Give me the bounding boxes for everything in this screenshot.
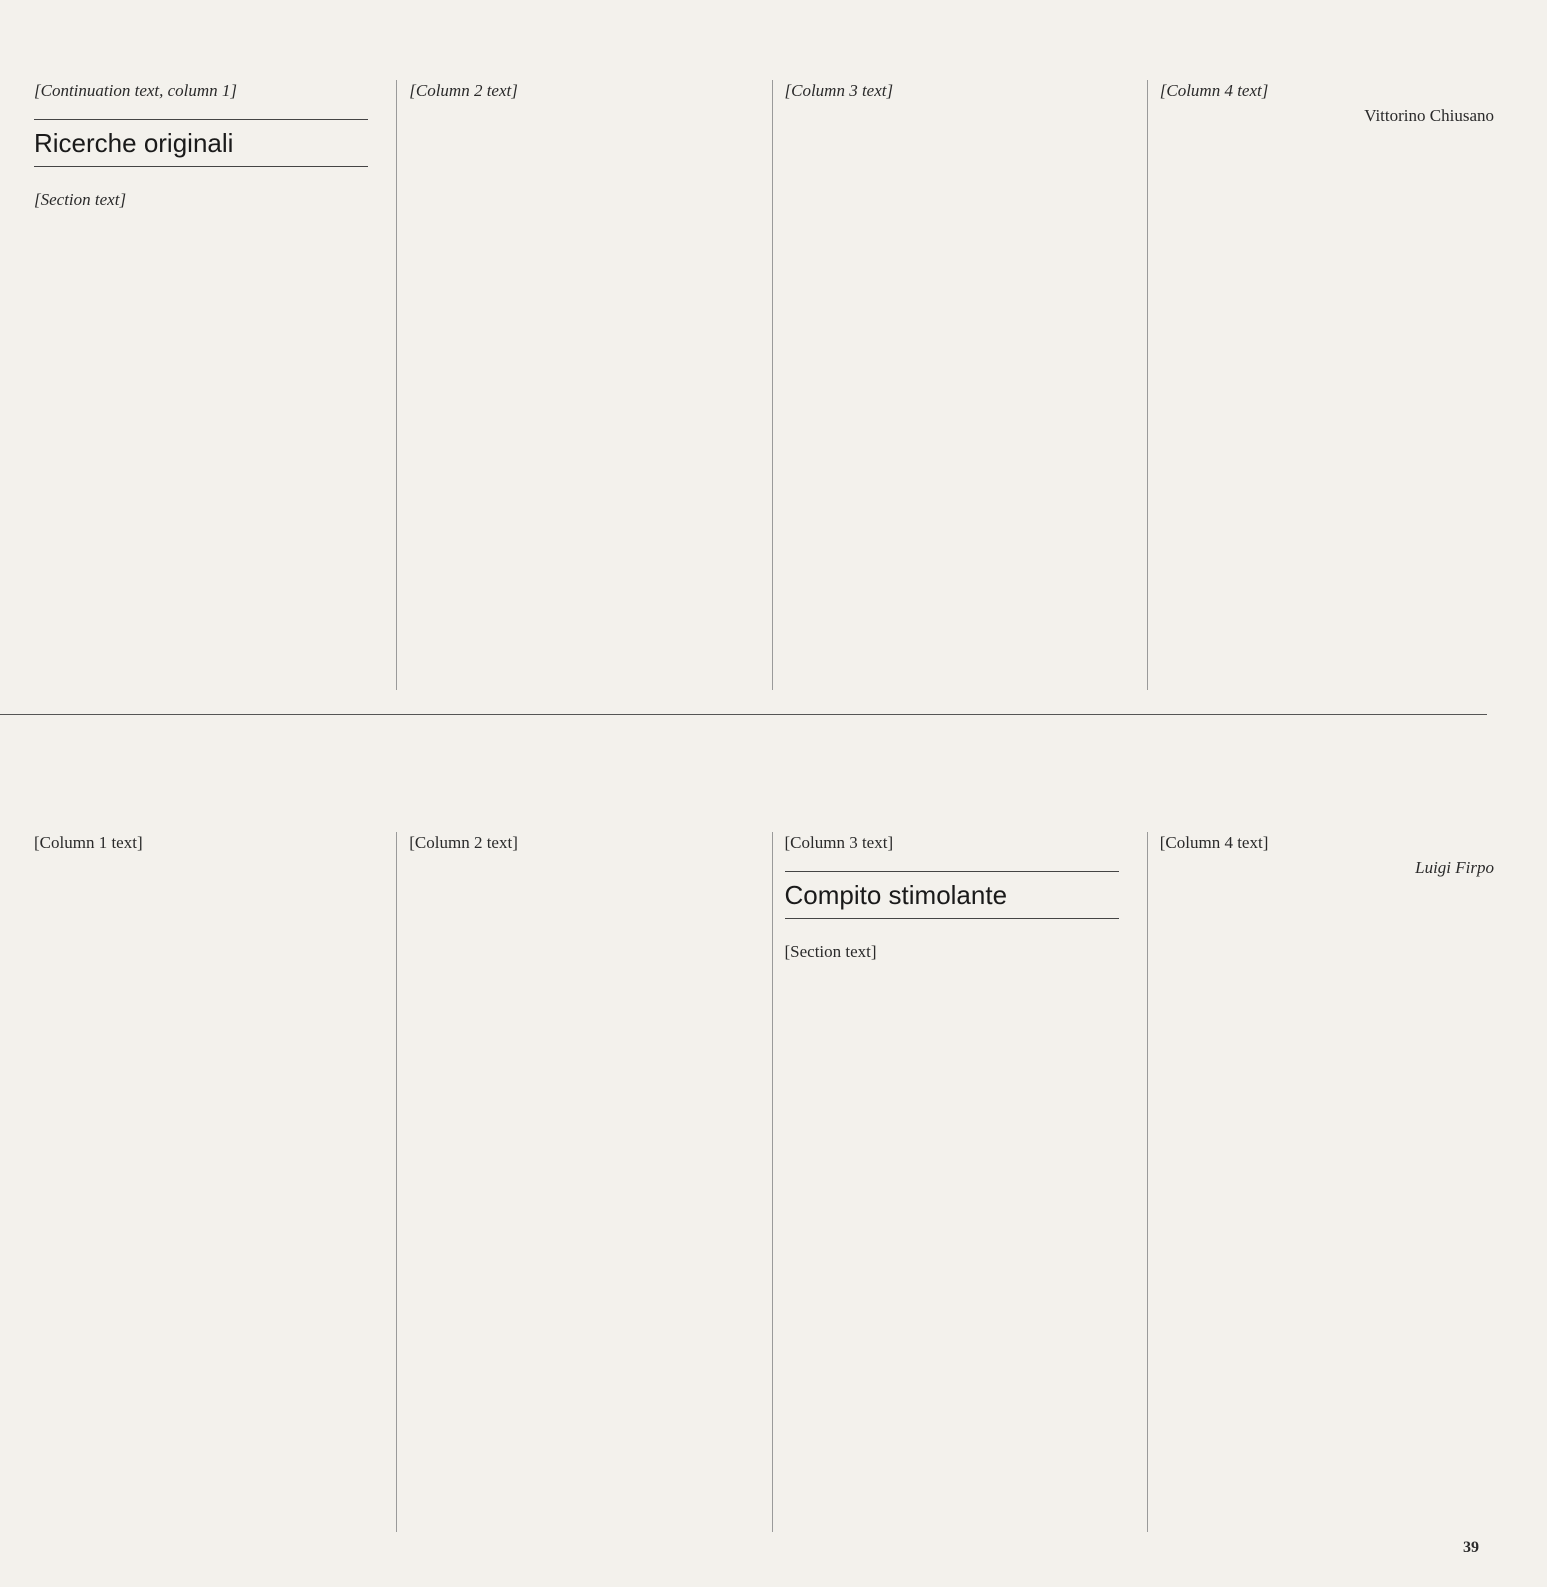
top-column-1 [34, 80, 368, 690]
paragraph: [Section text] [34, 190, 127, 209]
top-column-2 [396, 80, 743, 690]
bottom-column-2 [396, 832, 743, 1532]
paragraph: [Section text] [784, 942, 877, 961]
bottom-column-4 [1147, 832, 1494, 1532]
author-signature: Luigi Firpo [1415, 858, 1494, 877]
paragraph: [Column 2 text] [409, 81, 518, 100]
top-article [34, 80, 1494, 690]
bottom-column-3 [772, 832, 1119, 1532]
paragraph: [Column 4 text] [1159, 81, 1269, 100]
paragraph: [Continuation text, column 1] [34, 81, 238, 100]
article-divider [0, 714, 1487, 715]
paragraph: [Column 1 text] [34, 833, 143, 852]
top-column-4 [1147, 80, 1494, 690]
author-signature: Vittorino Chiusano [1364, 106, 1494, 125]
bottom-column-1 [34, 832, 368, 1532]
paragraph: [Column 3 text] [784, 81, 894, 100]
paragraph: [Column 2 text] [409, 833, 518, 852]
page-number: 39 [1463, 1539, 1479, 1556]
section-heading-ricerche-originali: Ricerche originali [34, 119, 368, 167]
paragraph: [Column 4 text] [1159, 833, 1269, 852]
top-column-3 [772, 80, 1119, 690]
section-heading-compito-stimolante: Compito stimolante [785, 871, 1119, 919]
paragraph: [Column 3 text] [784, 833, 894, 852]
bottom-article [34, 832, 1494, 1532]
